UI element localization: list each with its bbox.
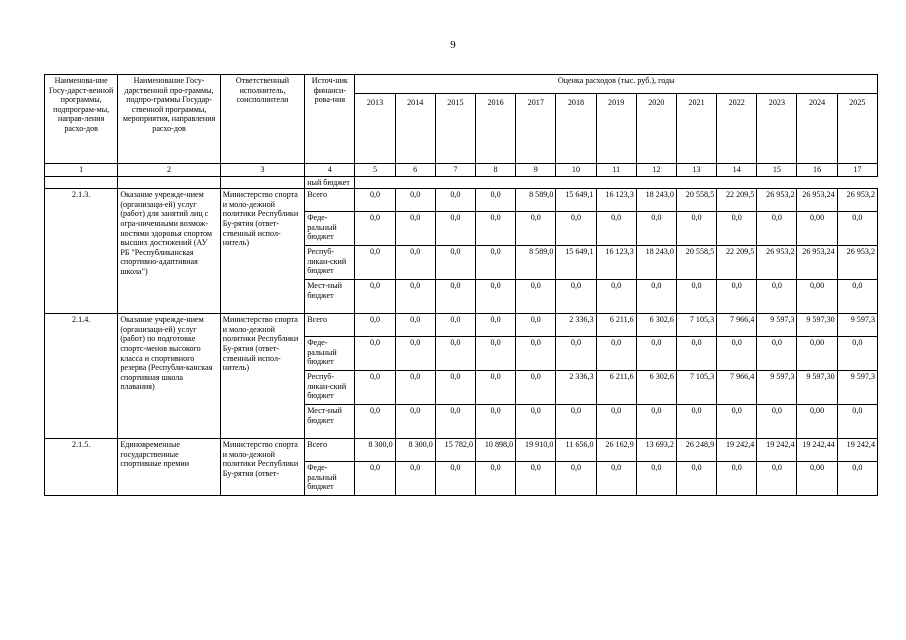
amount-cell: 0,0: [475, 371, 515, 405]
amount-cell: 0,0: [435, 337, 475, 371]
amount-cell: 0,0: [435, 212, 475, 246]
amount-cell: 20 558,5: [676, 189, 716, 212]
amount-cell: 0,0: [837, 212, 877, 246]
amount-cell: 10 898,0: [475, 439, 515, 462]
amount-cell: 0,0: [475, 405, 515, 439]
year-header: 2019: [596, 94, 636, 164]
header-program-name: Наименова-ние Госу-дарст-венной программы, подпрограм-мы, направ-ления расхо-дов: [45, 75, 118, 164]
budget-table: [44, 74, 878, 496]
amount-cell: 0,0: [556, 405, 596, 439]
amount-cell: 11 656,0: [556, 439, 596, 462]
continuation-row: [45, 176, 878, 189]
measure-name: Оказание учрежде-нием (организаци-ей) услуг (работ) для занятий лиц с огра-ниченными возмож-ностями здоровья спортом высших достижений (АУ РБ "Республиканская спортивно-адаптивная школа"): [118, 189, 220, 314]
amount-cell: 0,0: [636, 212, 676, 246]
amount-cell: 18 243,0: [636, 189, 676, 212]
column-number: 4: [305, 164, 355, 177]
amount-cell: 7 105,3: [676, 371, 716, 405]
amount-cell: 0,0: [435, 246, 475, 280]
amount-cell: 0,0: [355, 405, 395, 439]
amount-cell: 0,0: [556, 212, 596, 246]
amount-cell: 0,0: [395, 314, 435, 337]
year-header: 2016: [475, 94, 515, 164]
amount-cell: 15 782,0: [435, 439, 475, 462]
amount-cell: 6 211,6: [596, 371, 636, 405]
column-number: 3: [220, 164, 304, 177]
amount-cell: 0,00: [797, 212, 837, 246]
table-row: [45, 189, 878, 212]
continuation-source: ный бюджет: [305, 176, 355, 189]
funding-source: Всего: [305, 439, 355, 462]
year-header: 2025: [837, 94, 877, 164]
amount-cell: 26 953,2: [837, 189, 877, 212]
amount-cell: 0,0: [435, 405, 475, 439]
amount-cell: 0,0: [636, 280, 676, 314]
measure-executor: Министерство спорта и моло-дежной политики Республики Бу-рятия (ответ-ственный испол-нитель): [220, 314, 304, 439]
amount-cell: 0,0: [516, 280, 556, 314]
amount-cell: 0,0: [475, 462, 515, 496]
funding-source: Мест-ный бюджет: [305, 405, 355, 439]
measure-executor: Министерство спорта и моло-дежной политики Республики Бу-рятия (ответ-: [220, 439, 304, 496]
amount-cell: 0,0: [475, 189, 515, 212]
amount-cell: 0,0: [355, 280, 395, 314]
amount-cell: 0,0: [676, 462, 716, 496]
amount-cell: 0,0: [395, 371, 435, 405]
column-number: 16: [797, 164, 837, 177]
column-number: 14: [717, 164, 757, 177]
amount-cell: 0,0: [355, 212, 395, 246]
amount-cell: 0,0: [395, 246, 435, 280]
funding-source: Мест-ный бюджет: [305, 280, 355, 314]
year-header: 2015: [435, 94, 475, 164]
amount-cell: 0,0: [435, 314, 475, 337]
amount-cell: 0,0: [355, 337, 395, 371]
amount-cell: 16 123,3: [596, 246, 636, 280]
year-header: 2013: [355, 94, 395, 164]
header-executor: Ответственный исполнитель, соисполнители: [220, 75, 304, 164]
amount-cell: 26 953,2: [837, 246, 877, 280]
amount-cell: 0,0: [596, 405, 636, 439]
amount-cell: 16 123,3: [596, 189, 636, 212]
amount-cell: 0,0: [395, 405, 435, 439]
amount-cell: 0,0: [717, 280, 757, 314]
amount-cell: 0,0: [516, 462, 556, 496]
amount-cell: 8 300,0: [355, 439, 395, 462]
year-header: 2023: [757, 94, 797, 164]
column-number: 12: [636, 164, 676, 177]
table-row: [45, 314, 878, 337]
amount-cell: 0,0: [435, 371, 475, 405]
funding-source: Всего: [305, 314, 355, 337]
measure-name: Единовременные государственные спортивные премии: [118, 439, 220, 496]
amount-cell: 9 597,3: [837, 371, 877, 405]
amount-cell: 0,0: [596, 337, 636, 371]
header-funding-source: Источ-ник финанси-рова-ния: [305, 75, 355, 164]
funding-source: Респуб-ликан-ский бюджет: [305, 371, 355, 405]
amount-cell: 22 209,5: [717, 189, 757, 212]
measure-name: Оказание учрежде-нием (организаци-ей) услуг (работ) по подготовке спортс-менов высокого класса и спортивного резерва (Республи-канская спортивная школа плавания): [118, 314, 220, 439]
amount-cell: 0,0: [556, 337, 596, 371]
amount-cell: 0,0: [596, 212, 636, 246]
amount-cell: 0,0: [395, 462, 435, 496]
amount-cell: 0,00: [797, 280, 837, 314]
table-row: [45, 439, 878, 462]
amount-cell: 15 649,1: [556, 246, 596, 280]
amount-cell: 0,0: [395, 189, 435, 212]
amount-cell: 0,0: [355, 462, 395, 496]
amount-cell: 0,0: [636, 462, 676, 496]
column-number: 6: [395, 164, 435, 177]
amount-cell: 0,0: [757, 337, 797, 371]
amount-cell: 18 243,0: [636, 246, 676, 280]
amount-cell: 0,0: [516, 212, 556, 246]
amount-cell: 20 558,5: [676, 246, 716, 280]
funding-source: Феде-ральный бюджет: [305, 212, 355, 246]
funding-source: Феде-ральный бюджет: [305, 462, 355, 496]
table-body: [45, 176, 878, 496]
amount-cell: 26 248,9: [676, 439, 716, 462]
year-header: 2021: [676, 94, 716, 164]
amount-cell: 6 302,6: [636, 314, 676, 337]
amount-cell: 0,0: [435, 462, 475, 496]
amount-cell: 0,0: [717, 462, 757, 496]
amount-cell: 0,0: [596, 280, 636, 314]
amount-cell: 7 966,4: [717, 371, 757, 405]
amount-cell: 0,0: [435, 280, 475, 314]
amount-cell: 26 162,9: [596, 439, 636, 462]
column-number: 9: [516, 164, 556, 177]
column-number: 1: [45, 164, 118, 177]
year-header: 2014: [395, 94, 435, 164]
amount-cell: 0,0: [475, 337, 515, 371]
measure-executor: Министерство спорта и моло-дежной политики Республики Бу-рятия (ответ-ственный испол-нитель): [220, 189, 304, 314]
amount-cell: 0,00: [797, 405, 837, 439]
amount-cell: 0,0: [757, 405, 797, 439]
measure-code: 2.1.3.: [45, 189, 118, 314]
amount-cell: 0,0: [475, 314, 515, 337]
amount-cell: 8 589,0: [516, 189, 556, 212]
amount-cell: 0,0: [717, 337, 757, 371]
amount-cell: 0,0: [676, 337, 716, 371]
amount-cell: 0,0: [475, 280, 515, 314]
header-subprogram-name: Наименование Госу-дарственной про-граммы, подпро-граммы Государ-ственной программы, мероприятия, направления расхо-дов: [118, 75, 220, 164]
amount-cell: 0,0: [435, 189, 475, 212]
amount-cell: 0,0: [636, 337, 676, 371]
amount-cell: 0,00: [797, 337, 837, 371]
amount-cell: 0,0: [757, 212, 797, 246]
column-number: 17: [837, 164, 877, 177]
year-header: 2022: [717, 94, 757, 164]
amount-cell: 8 300,0: [395, 439, 435, 462]
amount-cell: 0,00: [797, 462, 837, 496]
amount-cell: 19 910,0: [516, 439, 556, 462]
amount-cell: 19 242,4: [757, 439, 797, 462]
amount-cell: 0,0: [757, 462, 797, 496]
amount-cell: 0,0: [837, 405, 877, 439]
amount-cell: 9 597,30: [797, 371, 837, 405]
funding-source: Всего: [305, 189, 355, 212]
amount-cell: 0,0: [676, 280, 716, 314]
amount-cell: 0,0: [556, 280, 596, 314]
amount-cell: 0,0: [475, 246, 515, 280]
amount-cell: 0,0: [837, 280, 877, 314]
header-estimate: Оценка расходов (тыс. руб.), годы: [355, 75, 878, 94]
amount-cell: 22 209,5: [717, 246, 757, 280]
amount-cell: 26 953,2: [757, 246, 797, 280]
amount-cell: 19 242,44: [797, 439, 837, 462]
amount-cell: 26 953,24: [797, 246, 837, 280]
measure-code: 2.1.4.: [45, 314, 118, 439]
amount-cell: 15 649,1: [556, 189, 596, 212]
column-number-row: [45, 164, 878, 177]
amount-cell: 26 953,24: [797, 189, 837, 212]
measure-code: 2.1.5.: [45, 439, 118, 496]
amount-cell: 0,0: [676, 212, 716, 246]
amount-cell: 9 597,3: [837, 314, 877, 337]
column-number: 7: [435, 164, 475, 177]
amount-cell: 0,0: [355, 246, 395, 280]
year-header: 2017: [516, 94, 556, 164]
year-header: 2018: [556, 94, 596, 164]
amount-cell: 0,0: [516, 405, 556, 439]
amount-cell: 0,0: [837, 462, 877, 496]
amount-cell: 7 966,4: [717, 314, 757, 337]
column-number: 11: [596, 164, 636, 177]
amount-cell: 13 693,2: [636, 439, 676, 462]
amount-cell: 7 105,3: [676, 314, 716, 337]
amount-cell: 6 302,6: [636, 371, 676, 405]
amount-cell: 19 242,4: [837, 439, 877, 462]
amount-cell: 0,0: [395, 212, 435, 246]
column-number: 15: [757, 164, 797, 177]
amount-cell: 9 597,3: [757, 314, 797, 337]
year-header: 2020: [636, 94, 676, 164]
amount-cell: 0,0: [516, 314, 556, 337]
amount-cell: 0,0: [837, 337, 877, 371]
amount-cell: 9 597,30: [797, 314, 837, 337]
column-number: 10: [556, 164, 596, 177]
table-header: [45, 75, 878, 177]
amount-cell: 8 589,0: [516, 246, 556, 280]
amount-cell: 0,0: [516, 337, 556, 371]
column-number: 13: [676, 164, 716, 177]
amount-cell: 0,0: [395, 337, 435, 371]
funding-source: Респуб-ликан-ский бюджет: [305, 246, 355, 280]
amount-cell: 0,0: [676, 405, 716, 439]
amount-cell: 0,0: [556, 462, 596, 496]
amount-cell: 0,0: [717, 405, 757, 439]
amount-cell: 0,0: [475, 212, 515, 246]
amount-cell: 2 336,3: [556, 371, 596, 405]
amount-cell: 0,0: [355, 189, 395, 212]
funding-source: Феде-ральный бюджет: [305, 337, 355, 371]
amount-cell: 0,0: [355, 371, 395, 405]
amount-cell: 0,0: [717, 212, 757, 246]
amount-cell: 0,0: [636, 405, 676, 439]
column-number: 2: [118, 164, 220, 177]
amount-cell: 9 597,3: [757, 371, 797, 405]
amount-cell: 26 953,2: [757, 189, 797, 212]
year-header: 2024: [797, 94, 837, 164]
amount-cell: 0,0: [395, 280, 435, 314]
amount-cell: 0,0: [757, 280, 797, 314]
amount-cell: 0,0: [355, 314, 395, 337]
amount-cell: 6 211,6: [596, 314, 636, 337]
amount-cell: 19 242,4: [717, 439, 757, 462]
amount-cell: 0,0: [516, 371, 556, 405]
column-number: 5: [355, 164, 395, 177]
amount-cell: 0,0: [596, 462, 636, 496]
column-number: 8: [475, 164, 515, 177]
amount-cell: 2 336,3: [556, 314, 596, 337]
page-number: 9: [450, 39, 456, 51]
